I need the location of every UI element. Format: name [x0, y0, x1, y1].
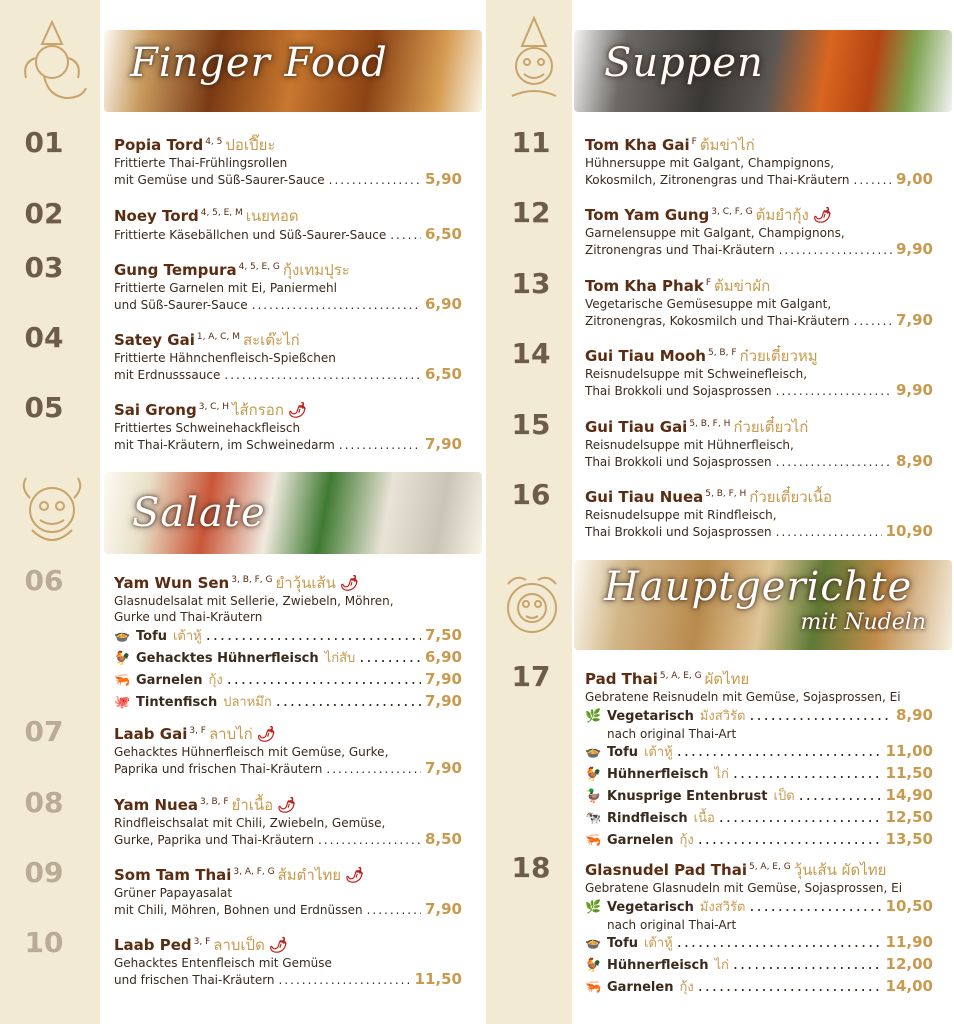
description-line: Frittierte Hähnchenfleisch-Spießchen: [114, 351, 336, 365]
leader-dots: [390, 227, 421, 243]
leader-dots: [779, 242, 892, 258]
item-name: Tom Kha Gai: [585, 136, 690, 154]
description-line: Reisnudelsuppe mit Schweinefleisch,: [585, 367, 808, 381]
price: 9,90: [895, 240, 933, 258]
option-thai: กุ้ง: [679, 980, 694, 995]
menu-item: [585, 666, 933, 851]
description-line: Gehacktes Hühnerfleisch mit Gemüse, Gurke,: [114, 745, 389, 759]
leader-dots: [318, 832, 421, 848]
thai-name: วุ้นเส้น ผัดไทย: [793, 861, 887, 879]
option-note: nach original Thai-Art: [607, 918, 737, 932]
leader-dots: [677, 932, 882, 952]
item-title: [114, 932, 462, 955]
allergen-codes: 3, A, F, G: [233, 867, 275, 877]
item-name: Yam Nuea: [114, 796, 198, 814]
item-title: [585, 343, 933, 366]
description-line: Rindfleischsalat mit Chili, Zwiebeln, Gemüse,: [114, 816, 386, 830]
chicken-icon: 🐓: [585, 767, 602, 782]
price: 7,90: [424, 435, 462, 453]
allergen-codes: 5, B, F: [707, 348, 737, 358]
allergen-codes: 5, A, E, G: [659, 671, 702, 681]
option-price: 10,50: [885, 897, 933, 915]
description-line: mit Gemüse und Süß-Saurer-Sauce: [114, 173, 325, 187]
chili-icon: 🌶: [268, 936, 288, 954]
item-title: [114, 862, 462, 885]
item-title: [114, 792, 462, 815]
option-price: 11,50: [885, 764, 933, 782]
leader-dots: [326, 761, 421, 777]
description-line: Reisnudelsuppe mit Rindfleisch,: [585, 508, 777, 522]
allergen-codes: 4, 5, E, M: [200, 208, 243, 218]
item-title: [114, 132, 462, 155]
item-number: 06: [24, 564, 64, 597]
option-note: nach original Thai-Art: [607, 727, 737, 741]
description-line: und Süß-Saurer-Sauce: [114, 298, 248, 312]
allergen-codes: F: [691, 137, 697, 147]
allergen-codes: 5, A, E, G: [748, 862, 791, 872]
item-name: Gui Tiau Gai: [585, 418, 688, 436]
item-title: [585, 857, 933, 880]
option-name: Rindfleisch: [607, 811, 688, 826]
allergen-codes: 4, 5, E, G: [238, 262, 280, 272]
price-line: [114, 760, 462, 777]
chili-icon: 🌶: [812, 206, 832, 224]
shrimp-icon: 🦐: [585, 833, 602, 848]
thai-name: ลาบเป็ด: [213, 936, 265, 954]
option-price: 8,90: [895, 706, 933, 724]
option-price: 14,90: [885, 786, 933, 804]
option-price: 12,50: [885, 808, 933, 826]
menu-item: [114, 932, 462, 988]
menu-item: [585, 273, 933, 329]
menu-item: [114, 570, 462, 713]
option-row: [114, 647, 462, 669]
option-thai: ไก่: [714, 958, 729, 973]
item-number: 10: [24, 926, 64, 959]
item-title: [585, 202, 933, 225]
item-title: [585, 484, 933, 507]
description-line: Frittierte Garnelen mit Ei, Paniermehl: [114, 281, 337, 295]
item-name: Som Tam Thai: [114, 866, 232, 884]
price-line: [114, 831, 462, 848]
thai-name: ไส้กรอก: [231, 401, 284, 419]
option-name: Knusprige Entenbrust: [607, 789, 768, 804]
leader-dots: [776, 454, 892, 470]
chili-icon: 🌶: [256, 725, 276, 743]
item-name: Gui Tiau Nuea: [585, 488, 704, 506]
item-name: Yam Wun Sen: [114, 574, 230, 592]
option-row: [585, 807, 933, 829]
price-line: [114, 901, 462, 918]
option-row: [585, 829, 933, 851]
option-name: Tintenfisch: [136, 695, 218, 710]
thai-name: ก๋วยเตี๋ยวไก่: [733, 418, 809, 436]
option-thai: ปลาหมึก: [223, 695, 272, 710]
chicken-icon: 🐓: [585, 958, 602, 973]
option-thai: มังสวิรัต: [699, 900, 746, 915]
thai-name: ต้มยำกุ้ง: [755, 206, 809, 224]
price: 7,90: [424, 900, 462, 918]
item-number: 03: [24, 251, 64, 284]
item-title: [114, 203, 462, 226]
item-number: 12: [511, 196, 551, 229]
option-row: [585, 705, 933, 727]
option-row: [585, 785, 933, 807]
description-line: Zitronengras, Kokosmilch und Thai-Kräutern: [585, 314, 850, 328]
menu-item: [114, 792, 462, 848]
price: 7,90: [424, 759, 462, 777]
tofu-icon: 🍲: [114, 629, 131, 644]
salate-title: Salate: [132, 490, 266, 536]
item-title: [114, 570, 462, 593]
thai-name: สะเต๊ะไก่: [242, 331, 300, 349]
description-line: Reisnudelsuppe mit Hühnerfleisch,: [585, 438, 794, 452]
description-line: Glasnudelsalat mit Sellerie, Zwiebeln, Möhren,: [114, 594, 394, 608]
option-row: [114, 691, 462, 713]
item-title: [585, 273, 933, 296]
item-name: Noey Tord: [114, 207, 199, 225]
leader-dots: [799, 785, 882, 805]
price: 5,90: [424, 170, 462, 188]
option-thai: ไก่สับ: [324, 651, 356, 666]
leader-dots: [677, 741, 882, 761]
description-line: und frischen Thai-Kräutern: [114, 973, 275, 987]
suppen-title: Suppen: [604, 40, 764, 86]
price-line: [114, 226, 462, 243]
option-name: Garnelen: [136, 673, 203, 688]
option-thai: มังสวิรัต: [699, 709, 746, 724]
leader-dots: [698, 976, 882, 996]
leader-dots: [329, 172, 421, 188]
description-line: Frittiertes Schweinehackfleisch: [114, 421, 301, 435]
item-number: 18: [511, 851, 551, 884]
item-name: Glasnudel Pad Thai: [585, 861, 747, 879]
allergen-codes: 3, F: [189, 726, 206, 736]
item-title: [585, 132, 933, 155]
description-line: Gurke, Paprika und Thai-Kräutern: [114, 833, 314, 847]
leader-dots: [227, 669, 421, 689]
leader-dots: [854, 172, 892, 188]
chili-icon: 🌶: [277, 796, 297, 814]
option-row: [585, 896, 933, 918]
price-line: [114, 171, 462, 188]
item-name: Tom Kha Phak: [585, 277, 704, 295]
price: 8,90: [895, 452, 933, 470]
thai-name: ลาบไก่: [208, 725, 253, 743]
allergen-codes: 1, A, C, M: [196, 332, 240, 342]
option-thai: เต้าหู้: [172, 629, 202, 644]
description-line: Zitronengras und Thai-Kräutern: [585, 243, 775, 257]
description-line: Thai Brokkoli und Sojasprossen: [585, 525, 772, 539]
description-line: Gebratene Glasnudeln mit Gemüse, Sojasprossen, Ei: [585, 881, 903, 895]
description-line: Hühnersuppe mit Galgant, Champignons,: [585, 156, 835, 170]
option-row: [585, 763, 933, 785]
item-name: Popia Tord: [114, 136, 204, 154]
duck-icon: 🦆: [585, 789, 602, 804]
leader-dots: [733, 763, 882, 783]
price: 10,90: [885, 522, 933, 540]
thai-name: ผัดไทย: [704, 670, 750, 688]
ganesha-emblem-icon: [12, 18, 92, 104]
price: 6,50: [424, 225, 462, 243]
option-row: [114, 669, 462, 691]
leaf-icon: 🌿: [585, 709, 602, 724]
chili-icon: 🌶: [339, 574, 359, 592]
item-number: 02: [24, 197, 64, 230]
price: 6,90: [424, 295, 462, 313]
thai-name: ปอเปี๊ยะ: [225, 136, 276, 154]
item-name: Sai Grong: [114, 401, 197, 419]
leader-dots: [854, 313, 892, 329]
menu-item: [114, 327, 462, 383]
price-line: [585, 382, 933, 399]
item-number: 08: [24, 786, 64, 819]
leader-dots: [279, 972, 411, 988]
allergen-codes: 5, B, F, H: [705, 489, 747, 499]
description-line: Thai Brokkoli und Sojasprossen: [585, 455, 772, 469]
tofu-icon: 🍲: [585, 936, 602, 951]
price-line: [114, 296, 462, 313]
option-price: 11,00: [885, 742, 933, 760]
leader-dots: [206, 625, 421, 645]
option-thai: กุ้ง: [679, 833, 694, 848]
cow-icon: 🐄: [585, 811, 602, 826]
menu-item: [585, 414, 933, 470]
price: 7,90: [895, 311, 933, 329]
leader-dots: [367, 902, 421, 918]
menu-item: [585, 857, 933, 998]
finger-food-title: Finger Food: [130, 40, 388, 86]
allergen-codes: 3, F: [193, 937, 211, 947]
item-title: [585, 414, 933, 437]
item-title: [114, 721, 462, 744]
allergen-codes: F: [705, 278, 712, 288]
option-name: Garnelen: [607, 980, 674, 995]
yaksha-emblem-icon: [12, 468, 92, 554]
item-number: 15: [511, 408, 551, 441]
price-line: [585, 171, 933, 188]
option-price: 12,00: [885, 955, 933, 973]
option-name: Tofu: [607, 745, 638, 760]
option-name: Vegetarisch: [607, 900, 694, 915]
description-line: Frittierte Thai-Frühlingsrollen: [114, 156, 288, 170]
leader-dots: [749, 705, 892, 725]
thai-name: ก๋วยเตี๋ยวหมู: [739, 347, 818, 365]
item-name: Gung Tempura: [114, 261, 237, 279]
hauptgerichte-subtitle: mit Nudeln: [800, 610, 926, 635]
item-name: Laab Ped: [114, 936, 192, 954]
lion-emblem-icon: [492, 564, 572, 650]
thai-name: ยำวุ้นเส้น: [275, 574, 336, 592]
item-number: 09: [24, 856, 64, 889]
price: 11,50: [414, 970, 462, 988]
description-line: Paprika und frischen Thai-Kräutern: [114, 762, 323, 776]
price: 6,50: [424, 365, 462, 383]
thai-name: ส้มตำไทย: [277, 866, 342, 884]
option-thai: ไก่: [714, 767, 729, 782]
option-thai: เต้าหู้: [643, 745, 673, 760]
leader-dots: [776, 524, 882, 540]
allergen-codes: 3, C, H: [198, 402, 229, 412]
option-price: 11,90: [885, 933, 933, 951]
option-row: [585, 932, 933, 954]
menu-item: [585, 132, 933, 188]
option-name: Hühnerfleisch: [607, 958, 709, 973]
option-price: 6,90: [424, 648, 462, 666]
leader-dots: [776, 383, 892, 399]
item-number: 14: [511, 337, 551, 370]
price-line: [585, 312, 933, 329]
item-number: 01: [24, 126, 64, 159]
leader-dots: [719, 807, 882, 827]
price-line: [114, 366, 462, 383]
item-number: 13: [511, 267, 551, 300]
chili-icon: 🌶: [287, 401, 307, 419]
description-line: Garnelensuppe mit Galgant, Champignons,: [585, 226, 845, 240]
thai-name: ต้มข่าไก่: [699, 136, 755, 154]
description-line: Thai Brokkoli und Sojasprossen: [585, 384, 772, 398]
price-line: [114, 971, 462, 988]
item-name: Pad Thai: [585, 670, 658, 688]
leader-dots: [276, 691, 421, 711]
description-line: mit Erdnusssauce: [114, 368, 221, 382]
option-price: 7,90: [424, 670, 462, 688]
hauptgerichte-banner: [574, 560, 952, 650]
thai-name: ก๋วยเตี๋ยวเนื้อ: [749, 488, 833, 506]
leader-dots: [224, 367, 421, 383]
menu-item: [585, 202, 933, 258]
option-price: 13,50: [885, 830, 933, 848]
option-row: [585, 976, 933, 998]
menu-item: [114, 397, 462, 453]
leader-dots: [359, 647, 421, 667]
item-title: [114, 327, 462, 350]
description-line: Kokosmilch, Zitronengras und Thai-Kräutern: [585, 173, 850, 187]
description-line: mit Thai-Kräutern, im Schweinedarm: [114, 438, 335, 452]
price: 8,50: [424, 830, 462, 848]
price: 9,90: [895, 381, 933, 399]
menu-item: [114, 862, 462, 918]
option-thai: เป็ด: [773, 789, 795, 804]
shrimp-icon: 🦐: [114, 673, 131, 688]
item-title: [114, 257, 462, 280]
description-line: Frittierte Käsebällchen und Süß-Saurer-Sauce: [114, 228, 387, 242]
price-line: [585, 241, 933, 258]
description-line: Grüner Papayasalat: [114, 886, 233, 900]
option-name: Tofu: [607, 936, 638, 951]
menu-item: [585, 484, 933, 540]
leader-dots: [252, 297, 421, 313]
shrimp-icon: 🦐: [585, 980, 602, 995]
option-name: Garnelen: [607, 833, 674, 848]
thai-name: ต้มข่าผัก: [714, 277, 771, 295]
allergen-codes: 3, B, F: [200, 797, 229, 807]
description-line: Gebratene Reisnudeln mit Gemüse, Sojasprossen, Ei: [585, 690, 901, 704]
item-number: 07: [24, 715, 64, 748]
item-name: Satey Gai: [114, 331, 195, 349]
option-thai: เต้าหู้: [643, 936, 673, 951]
item-number: 11: [511, 126, 551, 159]
description-line: Gehacktes Entenfleisch mit Gemüse: [114, 956, 332, 970]
option-name: Tofu: [136, 629, 167, 644]
leader-dots: [749, 896, 881, 916]
hauptgerichte-title: Hauptgerichte: [604, 564, 913, 610]
leader-dots: [339, 437, 421, 453]
chili-icon: 🌶: [345, 866, 365, 884]
allergen-codes: 4, 5: [205, 137, 223, 147]
item-number: 04: [24, 321, 64, 354]
finger-food-banner: [104, 30, 482, 112]
description-line: Vegetarische Gemüsesuppe mit Galgant,: [585, 297, 832, 311]
item-name: Laab Gai: [114, 725, 188, 743]
thai-name: เนยทอด: [245, 207, 299, 225]
item-name: Tom Yam Gung: [585, 206, 710, 224]
option-thai: กุ้ง: [208, 673, 223, 688]
item-title: [585, 666, 933, 689]
salate-banner: [104, 472, 482, 554]
suppen-banner: [574, 30, 952, 112]
price-line: [585, 453, 933, 470]
allergen-codes: 3, C, F, G: [711, 207, 753, 217]
option-thai: เนื้อ: [693, 811, 715, 826]
option-name: Hühnerfleisch: [607, 767, 709, 782]
thai-name: กุ้งเทมปุระ: [282, 261, 350, 279]
menu-item: [114, 203, 462, 243]
option-price: 7,50: [424, 626, 462, 644]
menu-item: [114, 132, 462, 188]
leaf-icon: 🌿: [585, 900, 602, 915]
option-price: 7,90: [424, 692, 462, 710]
item-number: 05: [24, 391, 64, 424]
option-name: Gehacktes Hühnerfleisch: [136, 651, 319, 666]
tofu-icon: 🍲: [585, 745, 602, 760]
option-name: Vegetarisch: [607, 709, 694, 724]
leader-dots: [733, 954, 882, 974]
item-name: Gui Tiau Mooh: [585, 347, 706, 365]
chicken-icon: 🐓: [114, 651, 131, 666]
option-row: [585, 741, 933, 763]
item-number: 16: [511, 478, 551, 511]
octopus-icon: 🐙: [114, 695, 131, 710]
price: 9,00: [895, 170, 933, 188]
item-number: 17: [511, 660, 551, 693]
allergen-codes: 3, B, F, G: [231, 575, 273, 585]
item-title: [114, 397, 462, 420]
allergen-codes: 5, B, F, H: [689, 419, 731, 429]
option-row: [114, 625, 462, 647]
price-line: [114, 436, 462, 453]
menu-item: [114, 721, 462, 777]
option-row: [585, 954, 933, 976]
option-price: 14,00: [885, 977, 933, 995]
description-line: Gurke und Thai-Kräutern: [114, 610, 263, 624]
menu-item: [585, 343, 933, 399]
thai-name: ยำเนื้อ: [231, 796, 274, 814]
leader-dots: [698, 829, 882, 849]
description-line: mit Chili, Möhren, Bohnen und Erdnüssen: [114, 903, 363, 917]
guardian-emblem-icon: [494, 16, 574, 102]
price-line: [585, 523, 933, 540]
menu-item: [114, 257, 462, 313]
